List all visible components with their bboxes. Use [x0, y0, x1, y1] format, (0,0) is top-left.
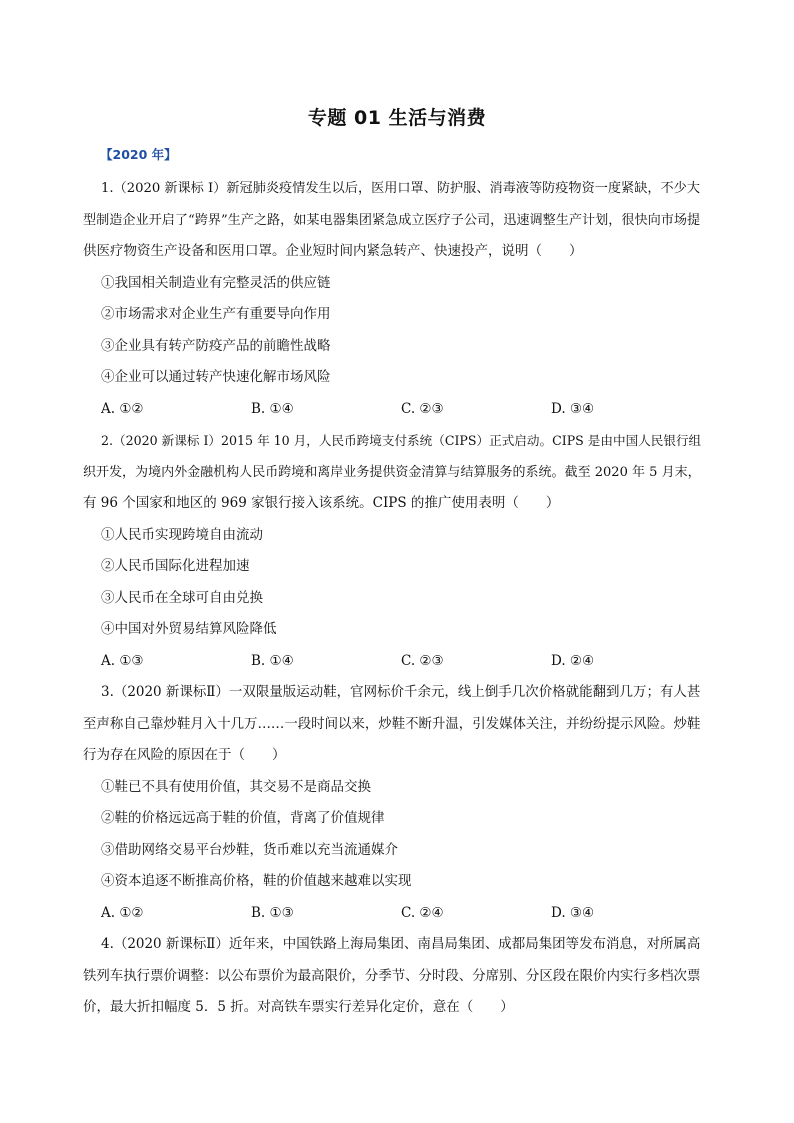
statement: ④企业可以通过转产快速化解市场风险	[101, 369, 331, 385]
option-d[interactable]: D. ③④	[551, 400, 595, 417]
statement: ③借助网络交易平台炒鞋，货币难以充当流通媒介	[101, 841, 398, 858]
question-stem-line: 2.（2020 新课标 I）2015 年 10 月，人民币跨境支付系统（CIPS）正式启动。CIPS 是由中国人民银行组	[101, 433, 701, 448]
question-3	[83, 677, 701, 929]
statement: ③企业具有转产防疫产品的前瞻性战略	[101, 337, 331, 354]
option-c[interactable]: C. ②③	[401, 400, 444, 417]
question-1	[83, 173, 701, 425]
question-stem-line: 型制造企业开启了“跨界”生产之路，如某电器集团紧急成立医疗子公司，迅速调整生产计划，很快向市场提	[83, 212, 701, 228]
question-stem-line: 3.（2020 新课标Ⅱ）一双限量版运动鞋，官网标价千余元，线上倒手几次价格就能翻到几万；有人甚	[101, 684, 701, 700]
question-stem-line: 行为存在风险的原因在于（ ）	[83, 747, 286, 763]
statement: ②人民币国际化进程加速	[101, 558, 250, 574]
question-stem-line: 织开发，为境内外金融机构人民币跨境和离岸业务提供资金清算与结算服务的系统。截至 2020 年 5 月末，	[83, 464, 701, 480]
option-a[interactable]: A. ①③	[101, 652, 144, 669]
statement: ④中国对外贸易结算风险降低	[101, 621, 277, 637]
statement: ①人民币实现跨境自由流动	[101, 526, 263, 543]
statement: ②鞋的价格远远高于鞋的价值，背离了价值规律	[101, 810, 385, 826]
statement: ①我国相关制造业有完整灵活的供应链	[101, 274, 331, 291]
question-stem-line: 至声称自己靠炒鞋月入十几万……一段时间以来，炒鞋不断升温，引发媒体关注，并纷纷提示风险。炒鞋	[83, 716, 701, 732]
question-stem-line: 价，最大折扣幅度 5．5 折。对高铁车票实行差异化定价，意在（ ）	[83, 999, 514, 1015]
question-stem-line: 1.（2020 新课标 I）新冠肺炎疫情发生以后，医用口罩、防护服、消毒液等防疫物资一度紧缺，不少大	[101, 181, 700, 196]
page-title: 专题 01 生活与消费	[307, 107, 487, 129]
answer-options	[101, 898, 701, 930]
question-stem-line: 有 96 个国家和地区的 969 家银行接入该系统。CIPS 的推广使用表明（ ）	[83, 495, 560, 511]
option-b[interactable]: B. ①③	[251, 904, 294, 921]
answer-options	[101, 394, 701, 426]
option-d[interactable]: D. ③④	[551, 904, 595, 921]
question-2	[83, 425, 701, 677]
option-a[interactable]: A. ①②	[101, 904, 144, 921]
question-list	[83, 173, 701, 1024]
option-b[interactable]: B. ①④	[251, 400, 294, 417]
option-d[interactable]: D. ②④	[551, 652, 595, 669]
option-c[interactable]: C. ②③	[401, 652, 444, 669]
question-4	[83, 929, 701, 1024]
answer-options	[101, 646, 701, 678]
year-heading: 【2020 年】	[100, 147, 177, 162]
question-stem-line: 供医疗物资生产设备和医用口罩。企业短时间内紧急转产、快速投产，说明（ ）	[83, 243, 583, 259]
statement: ②市场需求对企业生产有重要导向作用	[101, 306, 331, 322]
question-stem-line: 铁列车执行票价调整：以公布票价为最高限价，分季节、分时段、分席别、分区段在限价内实行多档次票	[83, 968, 701, 984]
question-stem-line: 4.（2020 新课标Ⅱ）近年来，中国铁路上海局集团、南昌局集团、成都局集团等发布消息，对所属高	[101, 936, 701, 952]
option-a[interactable]: A. ①②	[101, 400, 144, 417]
statement: ①鞋已不具有使用价值，其交易不是商品交换	[101, 778, 371, 795]
option-b[interactable]: B. ①④	[251, 652, 294, 669]
statement: ④资本追逐不断推高价格，鞋的价值越来越难以实现	[101, 873, 412, 889]
statement: ③人民币在全球可自由兑换	[101, 589, 263, 606]
option-c[interactable]: C. ②④	[401, 904, 444, 921]
